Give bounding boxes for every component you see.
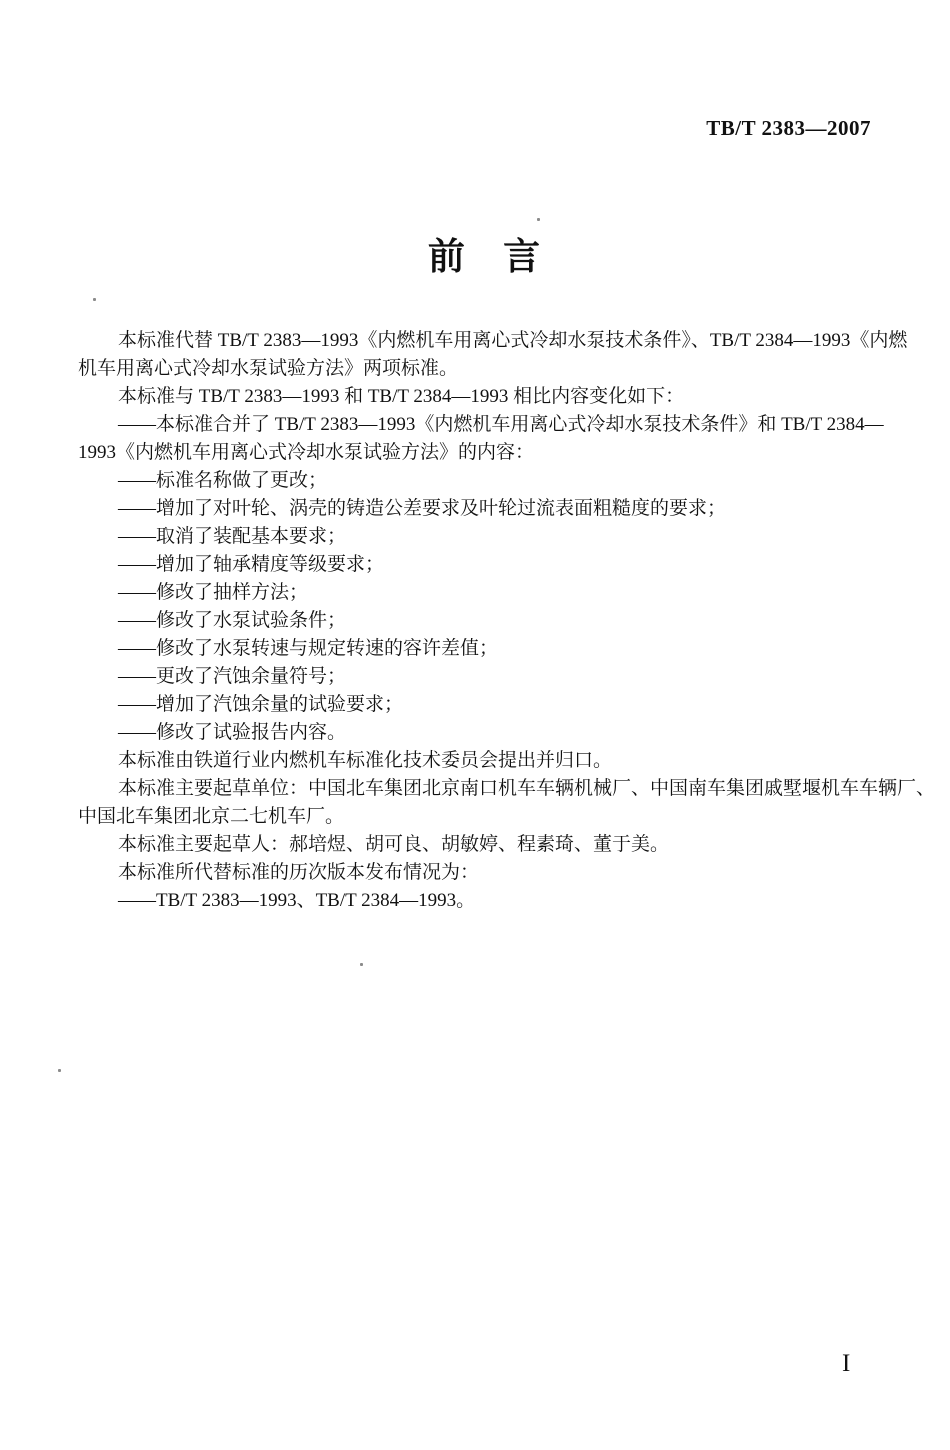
text-line: ——增加了对叶轮、涡壳的铸造公差要求及叶轮过流表面粗糙度的要求；	[118, 498, 727, 519]
foreword-body	[78, 327, 936, 915]
text-line: ——取消了装配基本要求；	[118, 526, 347, 547]
text-line: 1993《内燃机车用离心式冷却水泵试验方法》的内容：	[78, 442, 535, 463]
scan-speck	[93, 298, 96, 301]
text-line: 本标准由铁道行业内燃机车标准化技术委员会提出并归口。	[118, 750, 613, 771]
text-line: 本标准所代替标准的历次版本发布情况为：	[118, 862, 480, 883]
text-line: ——本标准合并了 TB/T 2383—1993《内燃机车用离心式冷却水泵技术条件》和 TB/T 2384—	[118, 414, 884, 435]
text-line: ——TB/T 2383—1993、TB/T 2384—1993。	[118, 890, 476, 911]
text-line: ——更改了汽蚀余量符号；	[118, 666, 347, 687]
text-line: ——修改了水泵转速与规定转速的容许差值；	[118, 638, 499, 659]
text-line: 本标准主要起草单位：中国北车集团北京南口机车车辆机械厂、中国南车集团戚墅堰机车车辆厂、	[118, 778, 936, 799]
page-number: I	[842, 1350, 851, 1377]
text-line: 本标准与 TB/T 2383—1993 和 TB/T 2384—1993 相比内容变化如下：	[118, 386, 685, 407]
text-line: ——增加了汽蚀余量的试验要求；	[118, 694, 404, 715]
text-line: ——修改了试验报告内容。	[118, 722, 347, 743]
text-line: ——修改了水泵试验条件；	[118, 610, 347, 631]
text-line: ——标准名称做了更改；	[118, 470, 328, 491]
page-title: 前 言	[427, 236, 541, 277]
scan-speck	[360, 963, 363, 966]
text-line: ——修改了抽样方法；	[118, 582, 309, 603]
text-line: 机车用离心式冷却水泵试验方法》两项标准。	[78, 358, 459, 379]
text-line: ——增加了轴承精度等级要求；	[118, 554, 385, 575]
text-line: 本标准主要起草人：郝培煜、胡可良、胡敏婷、程素琦、董于美。	[118, 834, 670, 855]
scan-speck	[58, 1069, 61, 1072]
text-line: 中国北车集团北京二七机车厂。	[78, 806, 345, 827]
text-line: 本标准代替 TB/T 2383—1993《内燃机车用离心式冷却水泵技术条件》、TB/T 2384—1993《内燃	[118, 330, 908, 351]
standard-number: TB/T 2383—2007	[706, 116, 871, 140]
scan-speck	[537, 218, 540, 221]
